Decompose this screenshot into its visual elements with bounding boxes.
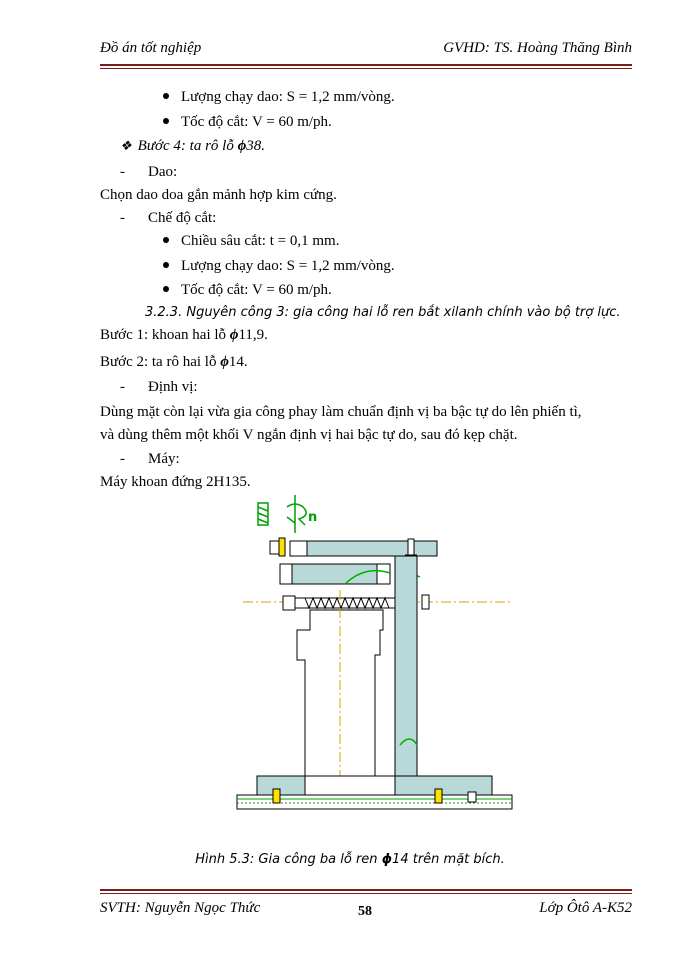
dash-bullet-icon: - bbox=[120, 210, 125, 226]
bullet-icon bbox=[163, 237, 169, 243]
dash-machine: - Máy: bbox=[120, 451, 180, 467]
dash-bullet-icon: - bbox=[120, 379, 125, 395]
dash-tool: - Dao: bbox=[120, 164, 178, 180]
workpiece bbox=[297, 590, 383, 795]
footer-student: SVTH: Nguyễn Ngọc Thức bbox=[100, 900, 261, 916]
drill-symbol bbox=[258, 495, 306, 533]
page-header bbox=[100, 40, 632, 62]
bullet-icon bbox=[163, 118, 169, 124]
dash-bullet-icon: - bbox=[120, 451, 125, 467]
dash-bullet-icon: - bbox=[120, 164, 125, 180]
step-1: Bước 1: khoan hai lỗ ϕ11,9. bbox=[100, 327, 268, 343]
section-heading: 3.2.3. Nguyên công 3: gia công hai lỗ ren bắt xilanh chính vào bộ trợ lực. bbox=[145, 305, 621, 320]
diamond-bullet-icon: ❖ bbox=[120, 138, 132, 153]
header-title: Đồ án tốt nghiệp bbox=[100, 40, 202, 56]
bullet-feed-rate-2: Lượng chạy dao: S = 1,2 mm/vòng. bbox=[163, 256, 395, 276]
bullet-depth: Chiều sâu cắt: t = 0,1 mm. bbox=[163, 231, 339, 251]
tool-choice: Chọn dao doa gắn mảnh hợp kim cứng. bbox=[100, 187, 337, 203]
step-4-heading: ❖ Bước 4: ta rô lỗ ϕ38. bbox=[120, 138, 266, 154]
bullet-feed-rate-1: Lượng chạy dao: S = 1,2 mm/vòng. bbox=[163, 87, 395, 107]
dash-cutting-mode: - Chế độ cắt: bbox=[120, 210, 217, 226]
rotation-label: n bbox=[308, 510, 318, 525]
fixture-drawing bbox=[225, 495, 515, 825]
bullet-cut-speed-1: Tốc độ cắt: V = 60 m/ph. bbox=[163, 112, 332, 132]
footer-class: Lớp Ôtô A-K52 bbox=[539, 900, 632, 916]
page-number: 58 bbox=[358, 904, 372, 919]
dash-locating: - Định vị: bbox=[120, 379, 198, 395]
footer-rule bbox=[100, 889, 632, 894]
header-advisor: GVHD: TS. Hoàng Thăng Bình bbox=[443, 40, 632, 56]
locating-desc-2: và dùng thêm một khối V ngắn định vị hai bậc tự do, sau đó kẹp chặt. bbox=[100, 427, 518, 443]
machine-desc: Máy khoan đứng 2H135. bbox=[100, 474, 251, 490]
locating-desc-1: Dùng mặt còn lại vừa gia công phay làm chuẩn định vị ba bậc tự do lên phiến tì, bbox=[100, 404, 582, 420]
bullet-icon bbox=[163, 262, 169, 268]
fixture-base bbox=[237, 776, 512, 809]
bullet-icon bbox=[163, 93, 169, 99]
header-rule bbox=[100, 64, 632, 69]
page-footer bbox=[100, 900, 632, 922]
bullet-icon bbox=[163, 286, 169, 292]
figure-caption: Hình 5.3: Gia công ba lỗ ren ϕ14 trên mặt bích. bbox=[195, 852, 505, 867]
step-2: Bước 2: ta rô hai lỗ ϕ14. bbox=[100, 354, 248, 370]
bullet-cut-speed-2: Tốc độ cắt: V = 60 m/ph. bbox=[163, 280, 332, 300]
support-column bbox=[395, 556, 417, 776]
